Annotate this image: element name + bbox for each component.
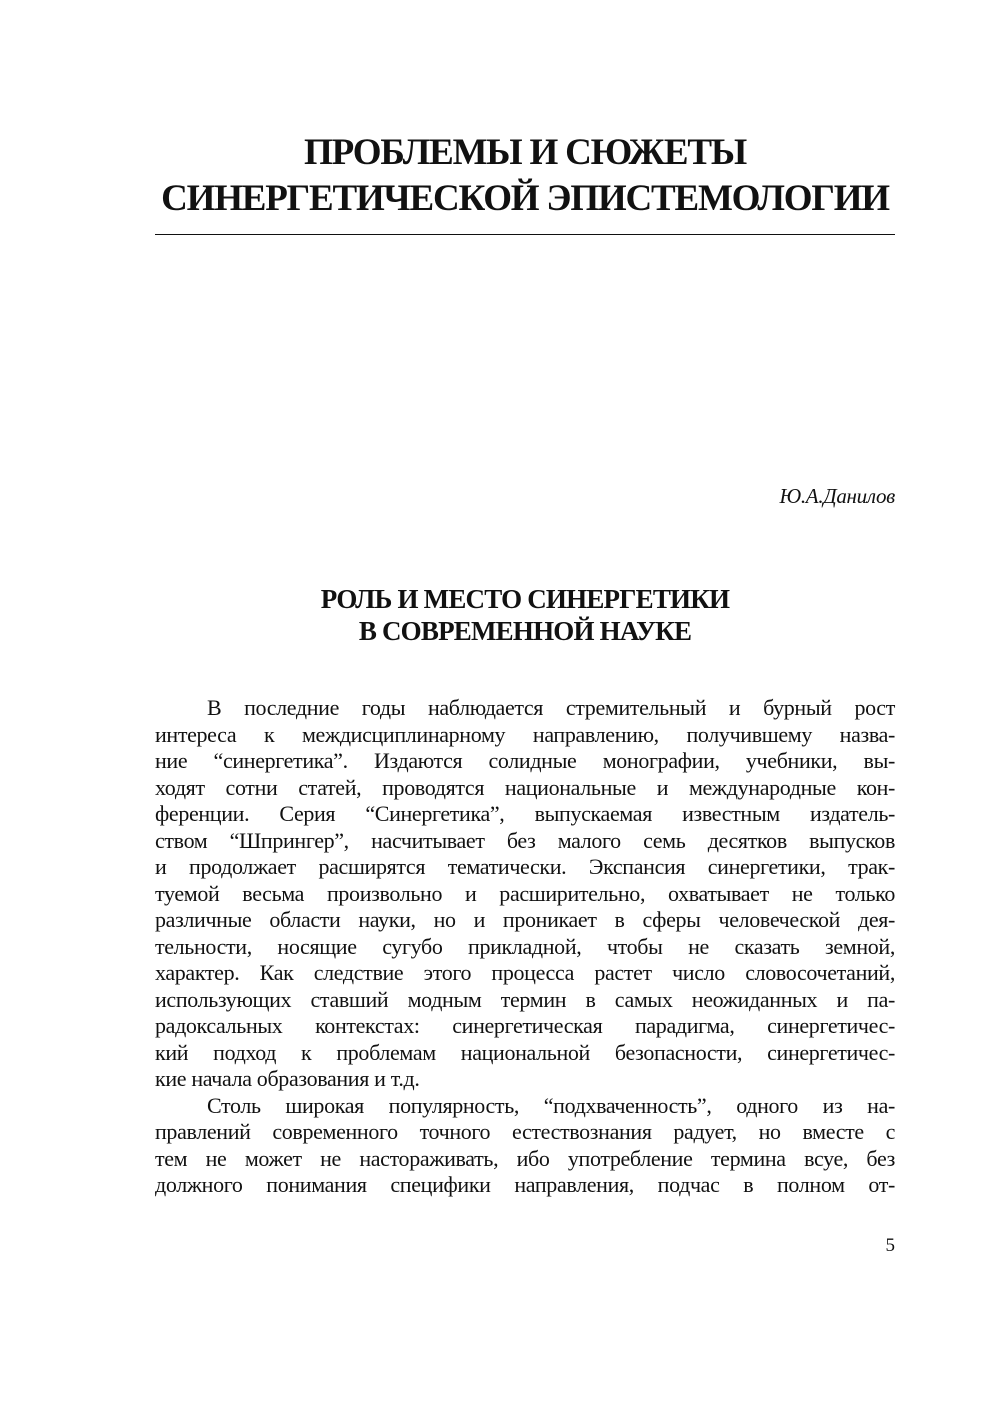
section-title-line: ПРОБЛЕМЫ И СЮЖЕТЫ	[304, 132, 746, 173]
text-line: ференции. Серия “Синергетика”, выпускаемая известным издатель-	[155, 801, 895, 826]
text-line: Столь широкая популярность, “подхваченность”, одного из на-	[207, 1092, 895, 1118]
text-line: туемой весьма произвольно и расширительно, охватывает не только	[155, 880, 895, 906]
text-line: кий подход к проблемам национальной безопасности, синергетичес-	[155, 1039, 895, 1065]
article-body	[155, 695, 895, 1199]
page-number: 5	[885, 1235, 895, 1256]
title-divider	[155, 234, 895, 235]
text-line: интереса к междисциплинарному направлению, получившему назва-	[155, 721, 895, 747]
text-line: ние “синергетика”. Издаются солидные монографии, учебники, вы-	[155, 748, 895, 773]
text-line: и продолжает расширятся тематически. Экспансия синергетики, трак-	[155, 854, 895, 879]
article-title-line: В СОВРЕМЕННОЙ НАУКЕ	[358, 616, 692, 646]
text-line: характер. Как следствие этого процесса растет число словосочетаний,	[155, 960, 895, 985]
article-author: Ю.А.Данилов	[779, 484, 895, 508]
text-line: должного понимания специфики направления, подчас в полном от-	[155, 1172, 895, 1197]
section-title-line: СИНЕРГЕТИЧЕСКОЙ ЭПИСТЕМОЛОГИИ	[161, 178, 889, 219]
text-line: радоксальных контекстах: синергетическая парадигма, синергетичес-	[155, 1013, 895, 1038]
text-line: В последние годы наблюдается стремительный и бурный рост	[207, 695, 895, 720]
paragraph	[155, 1093, 895, 1199]
section-title	[155, 130, 895, 222]
text-line: тем не может не настораживать, ибо употребление термина всуе, без	[155, 1145, 895, 1171]
text-line: ством “Шпрингер”, насчитывает без малого семь десятков выпусков	[155, 827, 895, 853]
text-line: правлений современного точного естествознания радует, но вместе с	[155, 1119, 895, 1144]
article-title	[155, 583, 895, 647]
paragraph	[155, 695, 895, 1093]
text-line: тельности, носящие сугубо прикладной, чтобы не сказать земной,	[155, 933, 895, 959]
text-line: кие начала образования и т.д.	[155, 1066, 420, 1091]
article-title-line: РОЛЬ И МЕСТО СИНЕРГЕТИКИ	[320, 584, 730, 614]
text-line: различные области науки, но и проникает в сферы человеческой дея-	[155, 907, 895, 932]
text-line: использующих ставший модным термин в самых неожиданных и па-	[155, 986, 895, 1012]
text-line: ходят сотни статей, проводятся национальные и международные кон-	[155, 774, 895, 800]
